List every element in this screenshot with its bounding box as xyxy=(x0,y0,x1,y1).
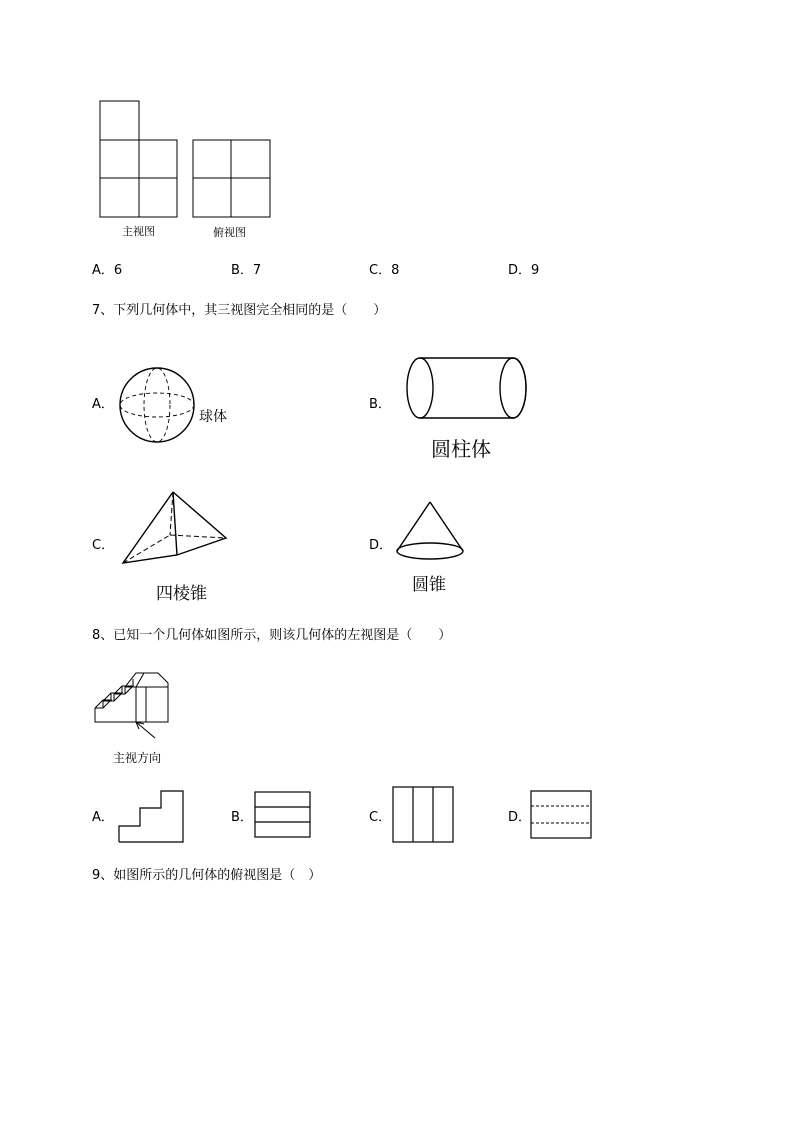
q7-stem: 7、下列几何体中，其三视图完全相同的是（ ） xyxy=(92,303,387,318)
sphere-figure xyxy=(118,366,200,448)
q6-option-d: D．9 xyxy=(508,263,540,278)
q6-front-view-figure xyxy=(99,100,179,220)
q6-option-b: B．7 xyxy=(231,263,262,278)
cylinder-label: 圆柱体 xyxy=(431,437,491,461)
q6-front-caption: 主视图 xyxy=(122,225,155,238)
q6-option-c: C．8 xyxy=(369,263,400,278)
q8-option-d-figure xyxy=(530,790,594,840)
q8-option-b-figure xyxy=(254,791,312,839)
stepped-solid-figure xyxy=(92,666,174,746)
q7-label-c: C． xyxy=(92,538,115,553)
q6-top-view-figure xyxy=(192,139,272,219)
cone-label: 圆锥 xyxy=(412,575,446,595)
q6-top-caption: 俯视图 xyxy=(213,226,246,239)
q8-direction-caption: 主视方向 xyxy=(113,751,162,765)
q7-label-a: A． xyxy=(92,397,114,412)
q8-option-c-figure xyxy=(392,786,456,844)
square-pyramid-figure xyxy=(120,489,230,569)
cylinder-figure xyxy=(405,356,530,422)
q7-label-b: B． xyxy=(369,397,391,412)
q6-option-a: A．6 xyxy=(92,263,123,278)
sphere-label: 球体 xyxy=(199,409,227,425)
q8-option-c-label: C． xyxy=(369,810,392,825)
q8-option-d-label: D． xyxy=(508,810,532,825)
q8-option-a-label: A． xyxy=(92,810,114,825)
q7-label-d: D． xyxy=(369,538,393,553)
q8-option-a-figure xyxy=(118,790,186,844)
cone-figure xyxy=(394,500,468,566)
q8-option-b-label: B． xyxy=(231,810,253,825)
q9-stem: 9、如图所示的几何体的俯视图是（ ） xyxy=(92,868,322,883)
q8-stem: 8、已知一个几何体如图所示，则该几何体的左视图是（ ） xyxy=(92,628,452,643)
pyramid-label: 四棱锥 xyxy=(156,584,207,604)
